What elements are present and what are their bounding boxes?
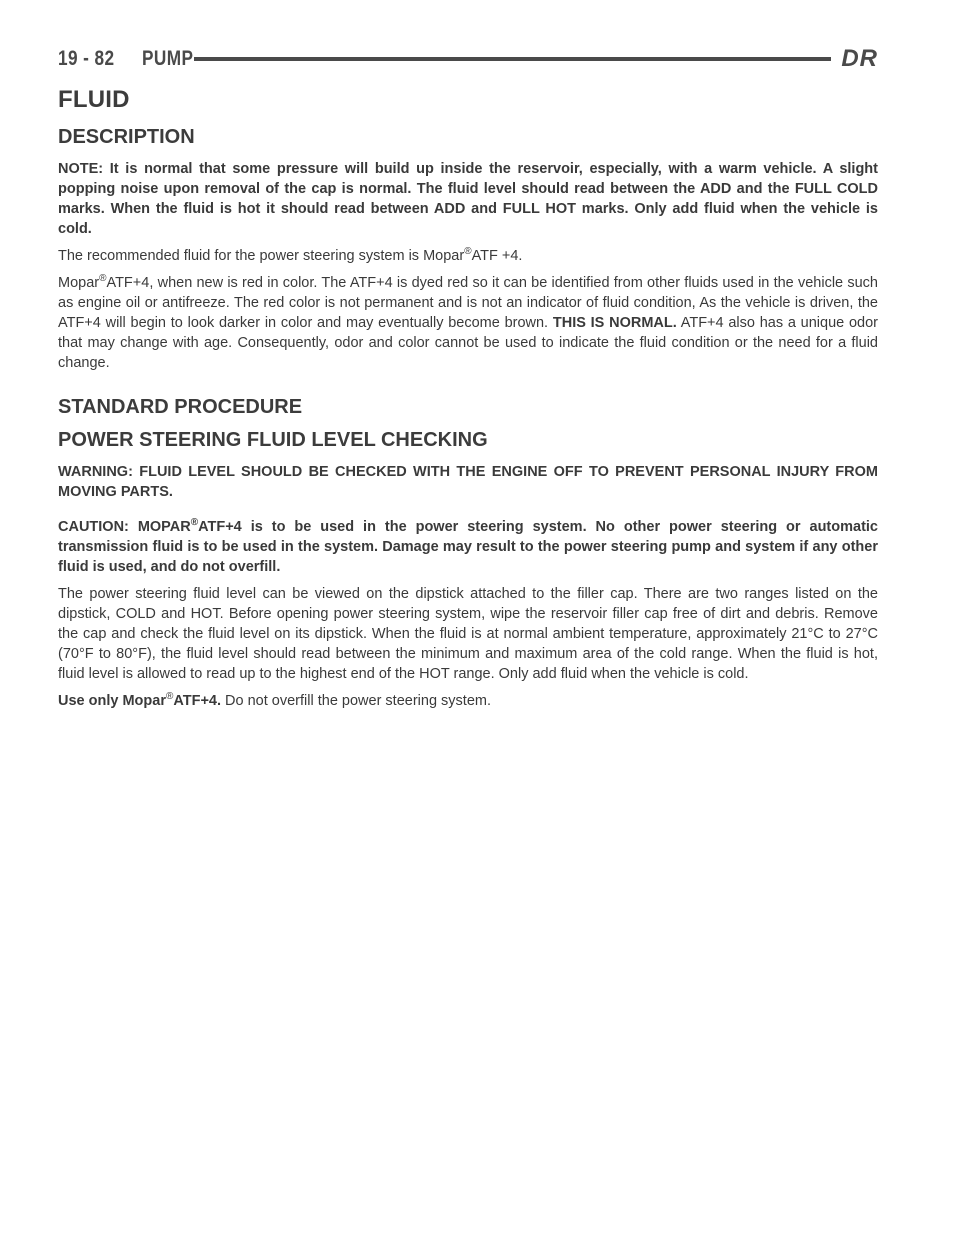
- registered-mark: ®: [99, 273, 107, 285]
- page-header: [58, 44, 878, 74]
- registered-mark: ®: [165, 691, 174, 703]
- fluid-color-text: ATF+4, when new is red in color. The ATF+4 is dyed red so it can be identified from other fluids used in the vehicle such as engine oil or antifreeze. The red color is not permanent and is not an indicator of fluid condition, As the vehicle is driven, the ATF+4 will begin to look darker in color and may eventually become brown.: [58, 275, 878, 331]
- recommended-fluid-product: ATF +4.: [471, 248, 523, 264]
- note-paragraph: NOTE: It is normal that some pressure will build up inside the reservoir, especially, with a warm vehicle. A slight popping noise upon removal of the cap is normal. The fluid level should read between the ADD and the FULL COLD marks. When the fluid is hot it should read between ADD and FULL HOT marks. Only add fluid when the vehicle is cold.: [58, 161, 878, 237]
- dipstick-paragraph: The power steering fluid level can be viewed on the dipstick attached to the filler cap. There are two ranges listed on the dipstick, COLD and HOT. Before opening power steering system, wipe the reservoir filler cap free of dirt and debris. Remove the cap and check the fluid level on its dipstick. When the fluid is at normal ambient temperature, approximately 21°C to 27°C (70°F to 80°F), the fluid level should read between the minimum and maximum area of the cold range. When the fluid is hot, fluid level is allowed to read up to the highest end of the HOT range. Only add fluid when the vehicle is cold.: [58, 586, 878, 682]
- description-heading: DESCRIPTION: [58, 126, 195, 148]
- caution-text: ATF+4 is to be used in the power steering system. No other power steering or automatic transmission fluid is to be used in the system. Damage may result to the power steering pump and system if any other fluid is used, and do not overfill.: [58, 519, 878, 575]
- normal-emphasis: THIS IS NORMAL.: [552, 315, 677, 331]
- registered-mark: ®: [464, 246, 472, 258]
- page-number: 19 - 82: [58, 47, 115, 70]
- fluid-odor-text: ATF+4 also has a unique odor that may change with age. Consequently, odor and color cannot be used to indicate the fluid condition or the need for a fluid change.: [58, 315, 878, 371]
- caution-label: CAUTION: MOPAR: [58, 519, 191, 535]
- use-only-product: ATF+4.: [173, 693, 222, 709]
- standard-procedure-heading: STANDARD PROCEDURE: [58, 396, 303, 418]
- recommended-fluid-paragraph: [58, 246, 878, 266]
- page-content: [58, 86, 878, 718]
- fluid-color-brand: Mopar: [58, 275, 100, 291]
- fluid-level-checking-heading: POWER STEERING FLUID LEVEL CHECKING: [58, 429, 488, 451]
- recommended-fluid-text: The recommended fluid for the power steering system is Mopar: [58, 248, 465, 264]
- model-code: DR: [841, 45, 878, 72]
- fluid-color-paragraph: [58, 273, 878, 373]
- use-only-paragraph: [58, 691, 878, 711]
- use-only-brand: Use only Mopar: [58, 693, 166, 709]
- caution-paragraph: [58, 517, 878, 577]
- header-rule: [194, 57, 831, 61]
- page-title: FLUID: [58, 86, 130, 113]
- registered-mark: ®: [190, 517, 199, 529]
- overfill-text: Do not overfill the power steering system.: [221, 693, 491, 709]
- warning-paragraph: WARNING: FLUID LEVEL SHOULD BE CHECKED WITH THE ENGINE OFF TO PREVENT PERSONAL INJURY FROM MOVING PARTS.: [58, 464, 878, 500]
- section-name: PUMP: [142, 47, 194, 70]
